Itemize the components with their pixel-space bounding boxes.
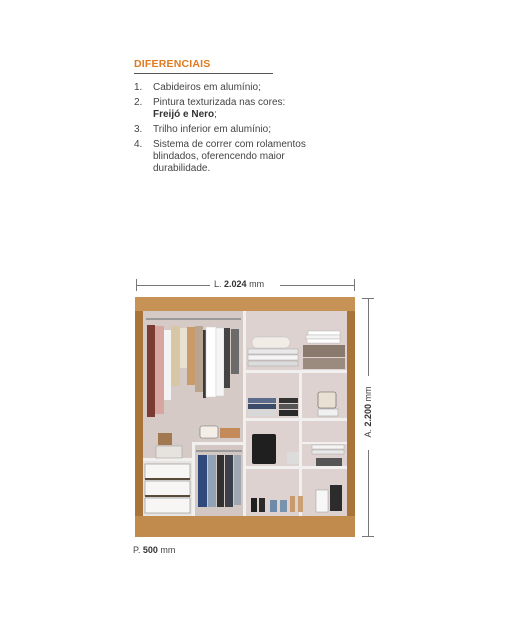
feature-tail: ; bbox=[214, 109, 217, 120]
width-value: 2.024 bbox=[224, 279, 247, 289]
feature-text: Sistema de correr com rolamentos blindados, oferencendo maior durabilidade. bbox=[153, 139, 306, 174]
feature-number: 4. bbox=[134, 139, 143, 150]
width-prefix: L. bbox=[214, 279, 222, 289]
hanging-rail-lower bbox=[196, 450, 242, 452]
central-partition bbox=[243, 311, 246, 516]
right-partition bbox=[299, 370, 302, 516]
lower-hanging-frame bbox=[192, 442, 243, 445]
depth-unit: mm bbox=[160, 545, 176, 555]
feature-number: 3. bbox=[134, 124, 143, 135]
feature-text: Pintura texturizada nas cores: bbox=[153, 97, 286, 108]
hanging-rail bbox=[146, 318, 241, 320]
feature-colors: Freijó e Nero bbox=[153, 109, 215, 120]
feature-text: Cabideiros em alumínio; bbox=[153, 82, 261, 93]
section-title: DIFERENCIAIS bbox=[134, 58, 273, 74]
height-value: 2.200 bbox=[363, 403, 373, 427]
feature-number: 1. bbox=[134, 82, 143, 93]
width-unit: mm bbox=[249, 279, 265, 289]
hanging-clothes-lower bbox=[198, 455, 241, 507]
shelf bbox=[246, 370, 347, 373]
feature-number: 2. bbox=[134, 97, 143, 108]
drawer-unit bbox=[143, 461, 192, 516]
wardrobe-base bbox=[135, 516, 355, 537]
shelf bbox=[246, 466, 347, 469]
shelf bbox=[246, 418, 347, 421]
shelf bbox=[302, 442, 347, 444]
height-prefix: A. bbox=[363, 429, 373, 438]
feature-text: Trilho inferior em alumínio; bbox=[153, 124, 272, 135]
wardrobe-top-panel bbox=[135, 297, 355, 311]
wardrobe-right-side bbox=[347, 311, 355, 516]
depth-value: 500 bbox=[142, 545, 158, 555]
depth-prefix: P. bbox=[133, 545, 141, 555]
wardrobe-left-side bbox=[135, 311, 143, 516]
height-unit: mm bbox=[363, 386, 373, 402]
lower-hanging-side bbox=[192, 442, 195, 516]
